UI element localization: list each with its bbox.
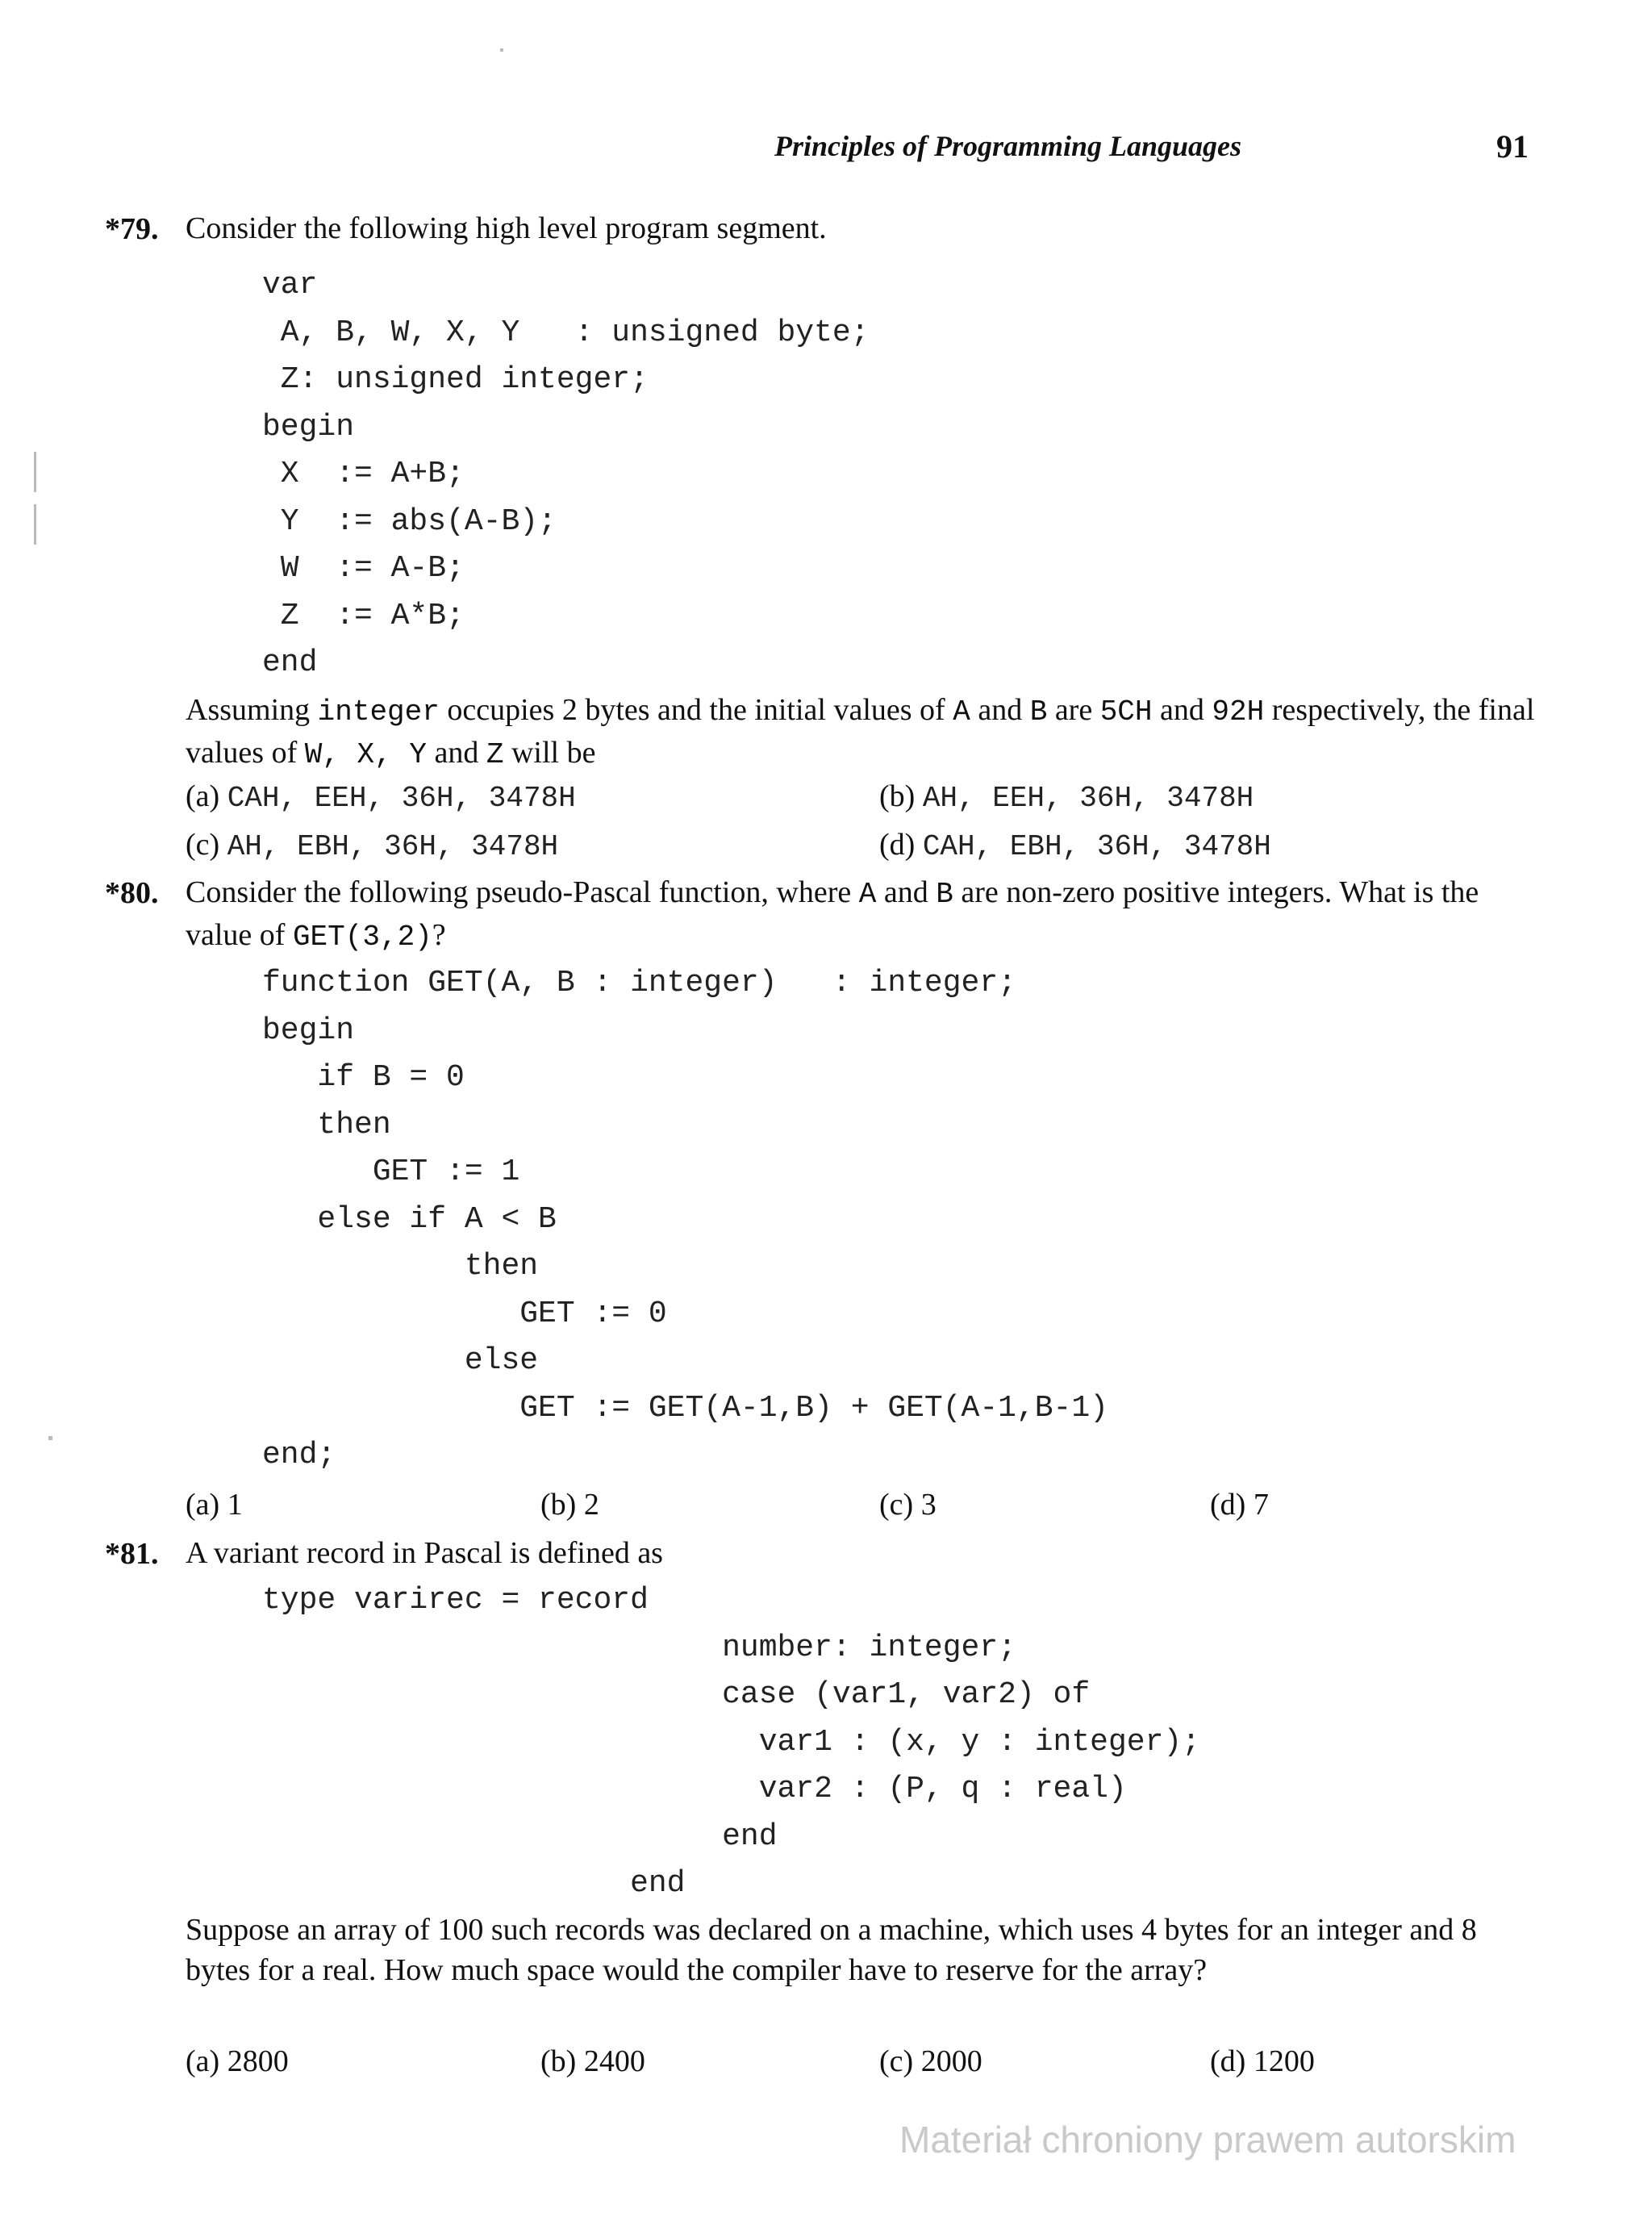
code-line: Y := abs(A-B); [262, 503, 557, 539]
question-81-number: *81. [105, 1537, 159, 1571]
code-line: GET := 0 [262, 1296, 667, 1331]
code-line: begin [262, 409, 355, 445]
code-line: else [262, 1343, 539, 1378]
code-line: else if A < B [262, 1201, 557, 1237]
question-81-code [262, 1577, 1200, 1908]
question-80-code [262, 960, 1108, 1480]
question-79-option-b: (b) AH, EEH, 36H, 3478H [879, 779, 1254, 815]
code-line: type varirec = record [262, 1583, 649, 1618]
question-79-assumption: Assuming integer occupies 2 bytes and the initial values of A and B are 5CH and 92H respectively, the final values of W, X, Y and Z will be [186, 693, 1535, 771]
question-80-stem: Consider the following pseudo-Pascal function, where A and B are non-zero positive integers. What is the value of GET(3,2)? [186, 875, 1479, 954]
code-line: end; [262, 1438, 336, 1472]
question-81-option-c: (c) 2000 [879, 2044, 982, 2078]
question-79-option-a: (a) CAH, EEH, 36H, 3478H [186, 779, 576, 815]
question-81-option-b: (b) 2400 [540, 2044, 645, 2078]
code-line: W := A-B; [262, 551, 465, 586]
question-81-option-a: (a) 2800 [186, 2044, 289, 2078]
code-line: if B = 0 [262, 1060, 465, 1095]
code-line: Z: unsigned integer; [262, 362, 649, 397]
question-79-stem: Consider the following high level program segment. [186, 211, 827, 245]
code-line: GET := GET(A-1,B) + GET(A-1,B-1) [262, 1390, 1108, 1426]
question-80-number: *80. [105, 876, 159, 910]
code-line: end [262, 645, 318, 680]
question-81-question: Suppose an array of 100 such records was declared on a machine, which uses 4 bytes for an integer and 8 bytes for a real. How much space would the compiler have to reserve for the array? [186, 1913, 1477, 1987]
code-line: A, B, W, X, Y : unsigned byte; [262, 315, 870, 350]
scan-speck [48, 1436, 52, 1440]
code-line: end [262, 1866, 686, 1901]
code-line: begin [262, 1013, 355, 1048]
question-80-option-b: (b) 2 [540, 1488, 599, 1522]
copyright-watermark: Materiał chroniony prawem autorskim [899, 2119, 1516, 2161]
code-line: GET := 1 [262, 1154, 520, 1189]
code-line: then [262, 1107, 391, 1142]
code-line: X := A+B; [262, 457, 465, 491]
question-79-number: *79. [105, 212, 159, 246]
question-80-option-c: (c) 3 [879, 1488, 937, 1522]
code-line: Z := A*B; [262, 598, 465, 633]
question-79-option-c: (c) AH, EBH, 36H, 3478H [186, 828, 559, 863]
question-79-option-d: (d) CAH, EBH, 36H, 3478H [879, 828, 1271, 863]
code-line: function GET(A, B : integer) : integer; [262, 966, 1016, 1000]
page-number: 91 [1496, 128, 1529, 165]
question-80-option-d: (d) 7 [1210, 1488, 1269, 1522]
code-line: number: integer; [262, 1630, 1016, 1665]
question-81-option-d: (d) 1200 [1210, 2044, 1315, 2078]
code-line: var2 : (P, q : real) [262, 1772, 1127, 1806]
scan-mark [34, 452, 36, 492]
scan-speck [500, 48, 503, 52]
scan-mark [34, 504, 36, 545]
code-line: then [262, 1249, 539, 1284]
code-line: end [262, 1818, 778, 1854]
question-81-stem: A variant record in Pascal is defined as [186, 1536, 663, 1570]
code-line: var1 : (x, y : integer); [262, 1724, 1200, 1760]
question-79-code [262, 262, 870, 687]
code-line: case (var1, var2) of [262, 1677, 1091, 1712]
running-head: Principles of Programming Languages [774, 130, 1242, 162]
code-line: var [262, 268, 318, 303]
question-80-option-a: (a) 1 [186, 1488, 243, 1522]
